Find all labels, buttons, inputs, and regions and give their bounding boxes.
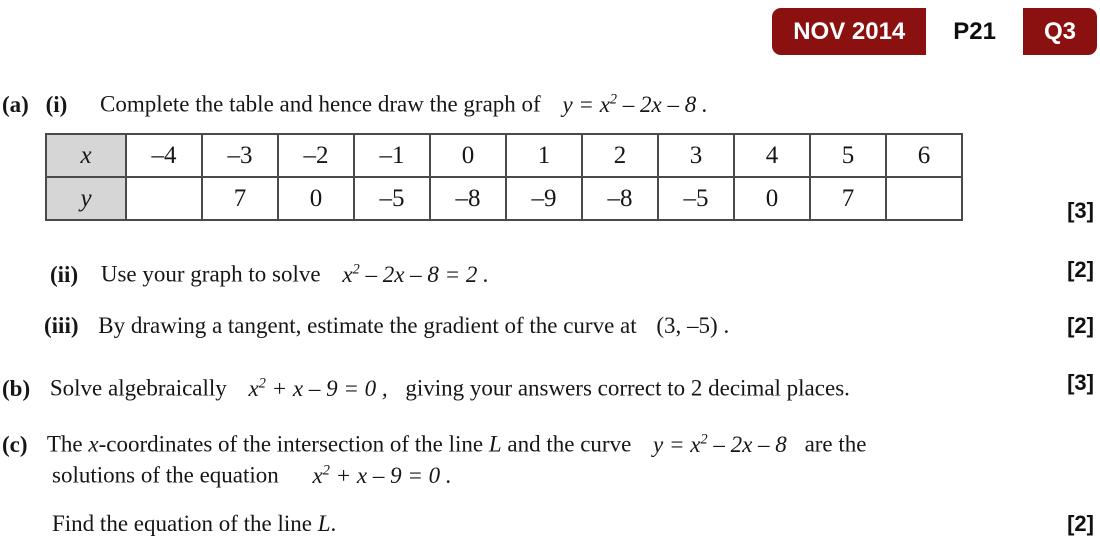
values-table [45,133,963,221]
equation-a-i: $y = x^2 - 2x - 8$ . [562,91,708,117]
table-cell-x: 6 [886,134,962,177]
part-c-text-2: solutions of the equation [52,462,279,488]
part-a-iii-text: By drawing a tangent, estimate the gradient of the curve at [98,313,637,338]
table-cell-y: –5 [658,177,734,220]
part-a-ii-text: Use your graph to solve [100,261,321,287]
part-c-statement-line-2 [52,455,464,491]
equation-b: $x^2 + x - 9 = 0$ , [248,375,388,401]
part-c-find-statement [52,509,336,539]
marks-a-i: [3] [1067,198,1094,223]
equation-c-curve: $y = x^2 - 2x - 8$ [653,431,787,457]
find-text-end: . [330,511,337,536]
table-cell-x: 1 [506,134,582,177]
part-c-text: and the curve [501,431,632,457]
table-cell-y: 0 [278,177,354,220]
table-cell-y: 0 [734,177,810,220]
marks-b: [3] [1067,370,1094,395]
point-coordinates: (3, –5) . [656,313,730,338]
table-cell-x: 3 [658,134,734,177]
table-cell-y: –5 [354,177,430,220]
table-cell-x: –3 [202,134,278,177]
var-L: L [317,511,331,536]
table-cell-x: –4 [126,134,202,177]
marks-c: [2] [1067,511,1094,536]
marks-a-iii: [2] [1067,313,1094,338]
question-reference-badge [772,8,1097,55]
table-header-x: x [46,134,126,177]
part-a-ii-statement [50,254,501,290]
part-b-text: Solve algebraically [49,375,227,401]
var-L: L [488,431,502,457]
table-row-y [46,177,962,220]
table-cell-y: –8 [582,177,658,220]
table-cell-y: 7 [202,177,278,220]
table-cell-y-blank [886,177,962,220]
part-b-statement [2,368,850,404]
part-ii-label: (ii) [50,261,79,287]
part-c-text: -coordinates of the intersection of the line [98,431,489,457]
table-cell-x: –2 [278,134,354,177]
find-text: Find the equation of the line [52,511,318,536]
table-cell-y: –8 [430,177,506,220]
table-cell-y: 7 [810,177,886,220]
equation-c: $x^2 + x - 9 = 0$ . [312,462,452,488]
table-cell-x: 0 [430,134,506,177]
part-c-text: are the [804,431,867,457]
table-cell-y: –9 [506,177,582,220]
part-a-iii-statement [44,311,729,341]
part-i-label: (i) [45,91,68,117]
part-b-text-2: giving your answers correct to 2 decimal places. [405,375,850,401]
table-cell-x: 2 [582,134,658,177]
table-cell-x: 5 [810,134,886,177]
badge-question: Q3 [1023,8,1097,55]
marks-a-ii: [2] [1067,257,1094,282]
part-c-label: (c) [2,431,28,457]
part-a-i-statement [2,84,720,120]
badge-paper: P21 [926,8,1023,55]
var-x: x [88,431,99,457]
table-cell-y-blank [126,177,202,220]
part-a-i-text: Complete the table and hence draw the graph of [100,91,541,117]
badge-session: NOV 2014 [772,8,926,55]
table-cell-x: 4 [734,134,810,177]
table-row-x [46,134,962,177]
part-b-label: (b) [2,375,31,401]
part-a-label: (a) [2,91,29,117]
table-cell-x: –1 [354,134,430,177]
equation-a-ii: $x^2 - 2x - 8 = 2$ . [342,261,489,287]
part-iii-label: (iii) [44,313,79,338]
table-header-y: y [46,177,126,220]
part-c-text: The [46,431,89,457]
